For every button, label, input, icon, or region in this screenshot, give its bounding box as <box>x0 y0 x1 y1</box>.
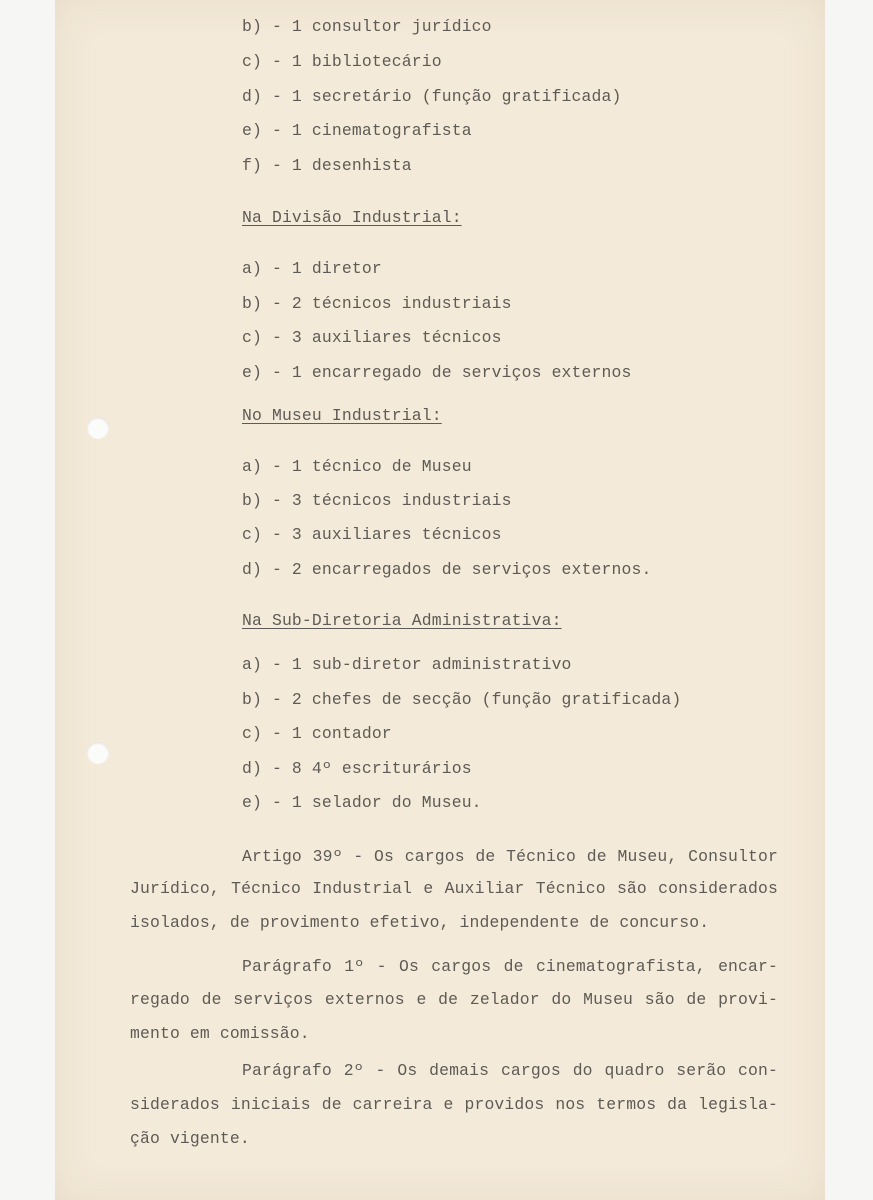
list-item: c) - 3 auxiliares técnicos <box>242 525 502 544</box>
list-item: b) - 2 técnicos industriais <box>242 294 512 313</box>
list-item: e) - 1 encarregado de serviços externos <box>242 363 632 382</box>
list-item: d) - 1 secretário (função gratificada) <box>242 87 622 106</box>
section-heading: Na Divisão Industrial: <box>242 208 462 227</box>
list-item: c) - 1 contador <box>242 724 392 743</box>
paragraph-line: ção vigente. <box>130 1129 250 1148</box>
document-page <box>55 0 825 1200</box>
list-item: a) - 1 diretor <box>242 259 382 278</box>
paragraph-line: Jurídico, Técnico Industrial e Auxiliar Técnico são considerados <box>130 879 778 898</box>
list-item: b) - 1 consultor jurídico <box>242 17 492 36</box>
paragraph-line: siderados iniciais de carreira e providos nos termos da legisla- <box>130 1095 778 1114</box>
list-item: e) - 1 cinematografista <box>242 121 472 140</box>
paragraph-line: Parágrafo 1º - Os cargos de cinematografista, encar- <box>242 957 778 976</box>
section-heading: Na Sub-Diretoria Administrativa: <box>242 611 562 630</box>
paragraph-line: mento em comissão. <box>130 1024 310 1043</box>
paragraph-line: Parágrafo 2º - Os demais cargos do quadro serão con- <box>242 1061 778 1080</box>
list-item: b) - 3 técnicos industriais <box>242 491 512 510</box>
list-item: d) - 2 encarregados de serviços externos. <box>242 560 652 579</box>
paragraph-line: Artigo 39º - Os cargos de Técnico de Museu, Consultor <box>242 847 778 866</box>
list-item: e) - 1 selador do Museu. <box>242 793 482 812</box>
list-item: c) - 1 bibliotecário <box>242 52 442 71</box>
list-item: f) - 1 desenhista <box>242 156 412 175</box>
list-item: a) - 1 técnico de Museu <box>242 457 472 476</box>
paragraph-line: isolados, de provimento efetivo, independente de concurso. <box>130 913 710 932</box>
section-heading: No Museu Industrial: <box>242 406 442 425</box>
list-item: b) - 2 chefes de secção (função gratificada) <box>242 690 682 709</box>
list-item: a) - 1 sub-diretor administrativo <box>242 655 572 674</box>
list-item: d) - 8 4º escriturários <box>242 759 472 778</box>
punch-hole <box>87 417 109 439</box>
paragraph-line: regado de serviços externos e de zelador do Museu são de provi- <box>130 990 778 1009</box>
punch-hole <box>87 742 109 764</box>
list-item: c) - 3 auxiliares técnicos <box>242 328 502 347</box>
